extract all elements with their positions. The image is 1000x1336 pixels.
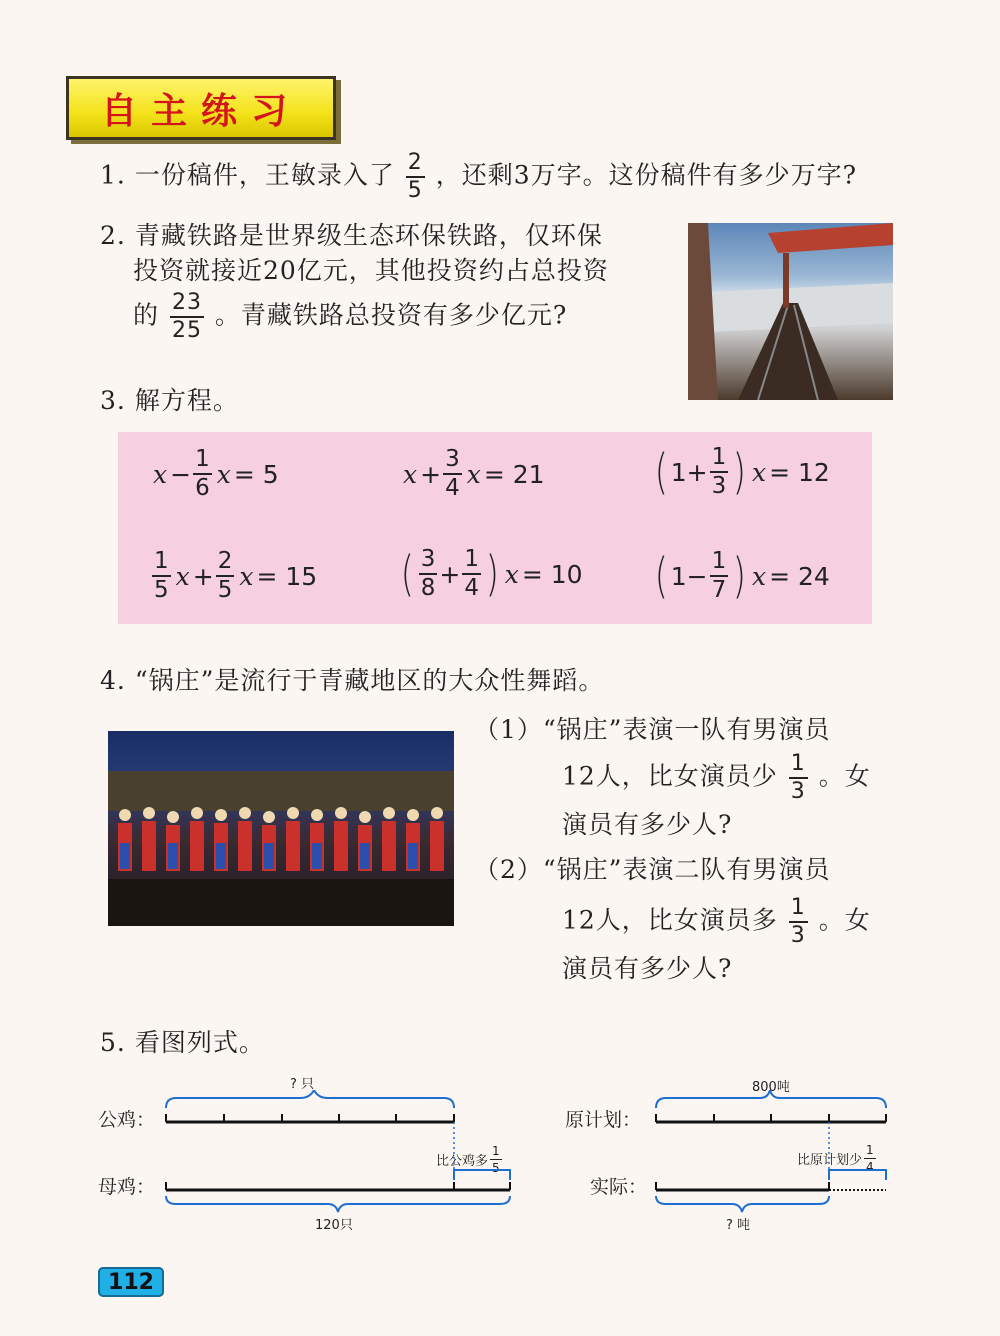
actual-note: 比原计划少 $\frac{1}{4}$ [797,1143,874,1174]
q1-text-a: 一份稿件，王敏录入了 [134,160,395,190]
q4-text: “锅庄”是流行于青藏地区的大众性舞蹈。 [134,666,605,695]
q5-text: 看图列式。 [134,1028,265,1057]
q2-line2: 投资就接近20亿元，其他投资约占总投资 [133,256,609,285]
q4-p2-line2-b: 。女 [818,905,871,935]
rooster-brace-label: ? 只 [290,1077,315,1092]
question-1 [100,152,857,202]
plan-brace-label: 800吨 [752,1080,790,1095]
hen-note: 比公鸡多 $\frac{1}{5}$ [436,1144,500,1175]
q2-number: 2. [100,221,126,250]
rooster-label: 公鸡： [98,1109,156,1131]
equation-3: ( 1 + $\frac{1}{3}$ ) x = 12 [654,444,830,500]
q4-part-1 [474,712,894,842]
q2-line3-a: 的 [133,300,160,330]
q3-text: 解方程。 [134,386,239,415]
q4-p1-label: （1） [474,715,543,744]
q4-p1-line2-a: 12人，比女演员少 [562,761,778,791]
equation-5: ( $\frac{3}{8}$ + $\frac{1}{4}$ ) x = 10 [400,546,583,602]
actual-brace-label: ? 吨 [726,1218,751,1233]
q4-part-2 [474,852,894,986]
q4-p1-line1: “锅庄”表演一队有男演员 [542,715,831,744]
equation-6: ( 1 − $\frac{1}{7}$ ) x = 24 [654,548,830,604]
railway-photo [688,223,893,400]
q2-fraction: $\frac{23}{25}$ [171,290,202,343]
hen-brace-label: 120只 [315,1218,353,1233]
q3-number: 3. [100,386,126,415]
q1-text-b: ，还剩3万字。这份稿件有多少万字? [435,160,858,190]
q4-p2-fraction: $\frac{1}{3}$ [790,895,806,948]
q4-p2-line3: 演员有多少人? [562,954,733,983]
q1-fraction: $\frac{2}{5}$ [407,150,423,203]
equation-2: x + $\frac{3}{4}$ x = 21 [403,446,545,501]
equation-4: $\frac{1}{5}$ x + $\frac{2}{5}$ x = 15 [154,548,318,603]
q4-p2-line2-a: 12人，比女演员多 [562,905,778,935]
left-bar-diagram [160,1090,530,1220]
hen-label: 母鸡： [98,1176,156,1198]
section-title: 自主练习 [66,76,336,140]
dance-photo [108,731,454,926]
question-3 [100,383,239,418]
right-bar-diagram [650,1090,900,1220]
q4-p1-fraction: $\frac{1}{3}$ [790,751,806,804]
q4-p1-line2-b: 。女 [818,761,871,791]
equation-1: x − $\frac{1}{6}$ x = 5 [153,446,279,501]
q4-p1-line3: 演员有多少人? [562,810,733,839]
q4-p2-line1: “锅庄”表演二队有男演员 [542,855,831,884]
question-5 [100,1025,265,1060]
q1-number: 1. [100,160,126,190]
original-plan-label: 原计划： [565,1109,642,1131]
q4-p2-label: （2） [474,855,543,884]
q5-number: 5. [100,1028,126,1057]
q2-line3-b: 。青藏铁路总投资有多少亿元? [214,300,568,330]
question-4 [100,663,604,698]
q2-line1: 青藏铁路是世界级生态环保铁路，仅环保 [134,221,603,250]
q4-number: 4. [100,666,126,695]
actual-label: 实际： [590,1176,648,1198]
page-number: 112 [98,1267,164,1297]
question-2 [100,218,670,342]
